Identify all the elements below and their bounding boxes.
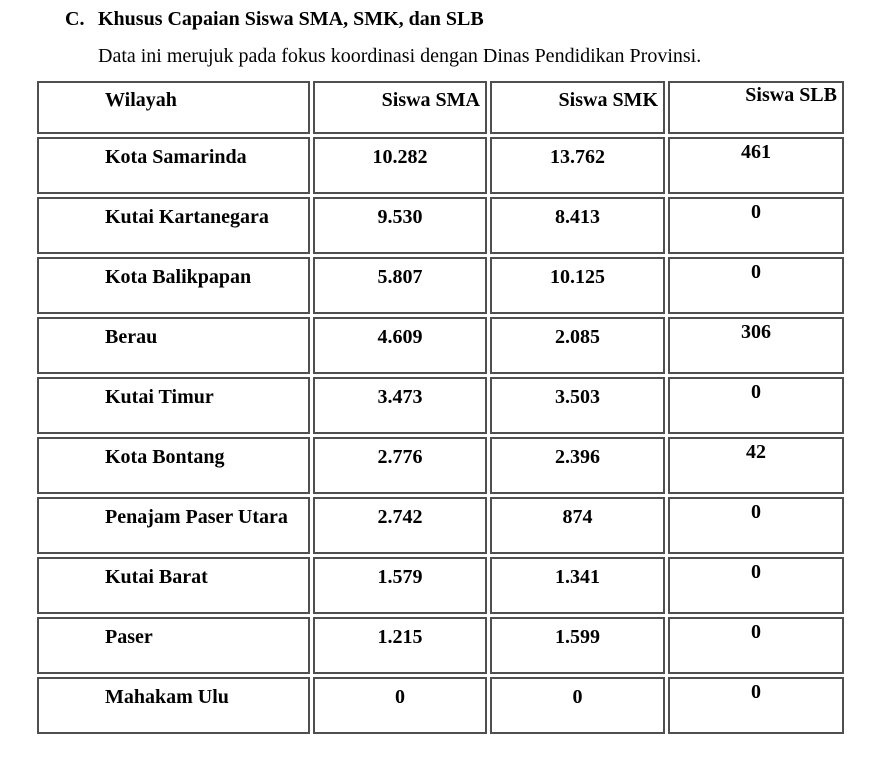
column-header-siswa-sma: Siswa SMA — [313, 81, 487, 134]
cell-siswa-smk: 0 — [490, 677, 665, 734]
cell-siswa-smk: 10.125 — [490, 257, 665, 314]
cell-wilayah: Kutai Kartanegara — [37, 197, 310, 254]
section-heading — [65, 7, 484, 31]
section-heading-label: C. — [65, 8, 85, 30]
cell-wilayah: Kota Balikpapan — [37, 257, 310, 314]
cell-siswa-smk: 8.413 — [490, 197, 665, 254]
cell-siswa-slb: 0 — [668, 377, 844, 434]
cell-wilayah: Kota Bontang — [37, 437, 310, 494]
cell-siswa-slb: 0 — [668, 257, 844, 314]
cell-siswa-sma: 2.776 — [313, 437, 487, 494]
cell-siswa-slb: 0 — [668, 617, 844, 674]
table-row — [37, 197, 844, 254]
cell-siswa-sma: 2.742 — [313, 497, 487, 554]
cell-siswa-smk: 1.599 — [490, 617, 665, 674]
cell-siswa-smk: 2.085 — [490, 317, 665, 374]
cell-siswa-slb: 0 — [668, 677, 844, 734]
cell-siswa-slb: 461 — [668, 137, 844, 194]
column-header-siswa-smk: Siswa SMK — [490, 81, 665, 134]
table-row — [37, 377, 844, 434]
table-row — [37, 257, 844, 314]
cell-siswa-sma: 10.282 — [313, 137, 487, 194]
table-row — [37, 317, 844, 374]
cell-wilayah: Mahakam Ulu — [37, 677, 310, 734]
cell-siswa-sma: 9.530 — [313, 197, 487, 254]
table-row — [37, 137, 844, 194]
cell-siswa-sma: 0 — [313, 677, 487, 734]
table-row — [37, 497, 844, 554]
cell-wilayah: Kota Samarinda — [37, 137, 310, 194]
cell-siswa-slb: 306 — [668, 317, 844, 374]
cell-siswa-smk: 13.762 — [490, 137, 665, 194]
column-header-siswa-slb: Siswa SLB — [668, 81, 844, 134]
cell-wilayah: Kutai Barat — [37, 557, 310, 614]
cell-siswa-sma: 1.579 — [313, 557, 487, 614]
cell-wilayah: Paser — [37, 617, 310, 674]
table-header-row — [37, 81, 844, 134]
table-row — [37, 437, 844, 494]
section-subtitle: Data ini merujuk pada fokus koordinasi dengan Dinas Pendidikan Provinsi. — [98, 45, 702, 67]
cell-wilayah: Kutai Timur — [37, 377, 310, 434]
cell-wilayah: Penajam Paser Utara — [37, 497, 310, 554]
cell-wilayah: Berau — [37, 317, 310, 374]
student-data-table — [34, 78, 847, 737]
table-row — [37, 677, 844, 734]
cell-siswa-slb: 0 — [668, 197, 844, 254]
cell-siswa-slb: 0 — [668, 497, 844, 554]
cell-siswa-sma: 1.215 — [313, 617, 487, 674]
column-header-wilayah: Wilayah — [37, 81, 310, 134]
cell-siswa-smk: 3.503 — [490, 377, 665, 434]
cell-siswa-smk: 1.341 — [490, 557, 665, 614]
cell-siswa-sma: 3.473 — [313, 377, 487, 434]
section-heading-text: Khusus Capaian Siswa SMA, SMK, dan SLB — [98, 8, 484, 30]
cell-siswa-sma: 5.807 — [313, 257, 487, 314]
table-row — [37, 557, 844, 614]
table-row — [37, 617, 844, 674]
cell-siswa-sma: 4.609 — [313, 317, 487, 374]
cell-siswa-slb: 0 — [668, 557, 844, 614]
cell-siswa-smk: 2.396 — [490, 437, 665, 494]
cell-siswa-slb: 42 — [668, 437, 844, 494]
cell-siswa-smk: 874 — [490, 497, 665, 554]
